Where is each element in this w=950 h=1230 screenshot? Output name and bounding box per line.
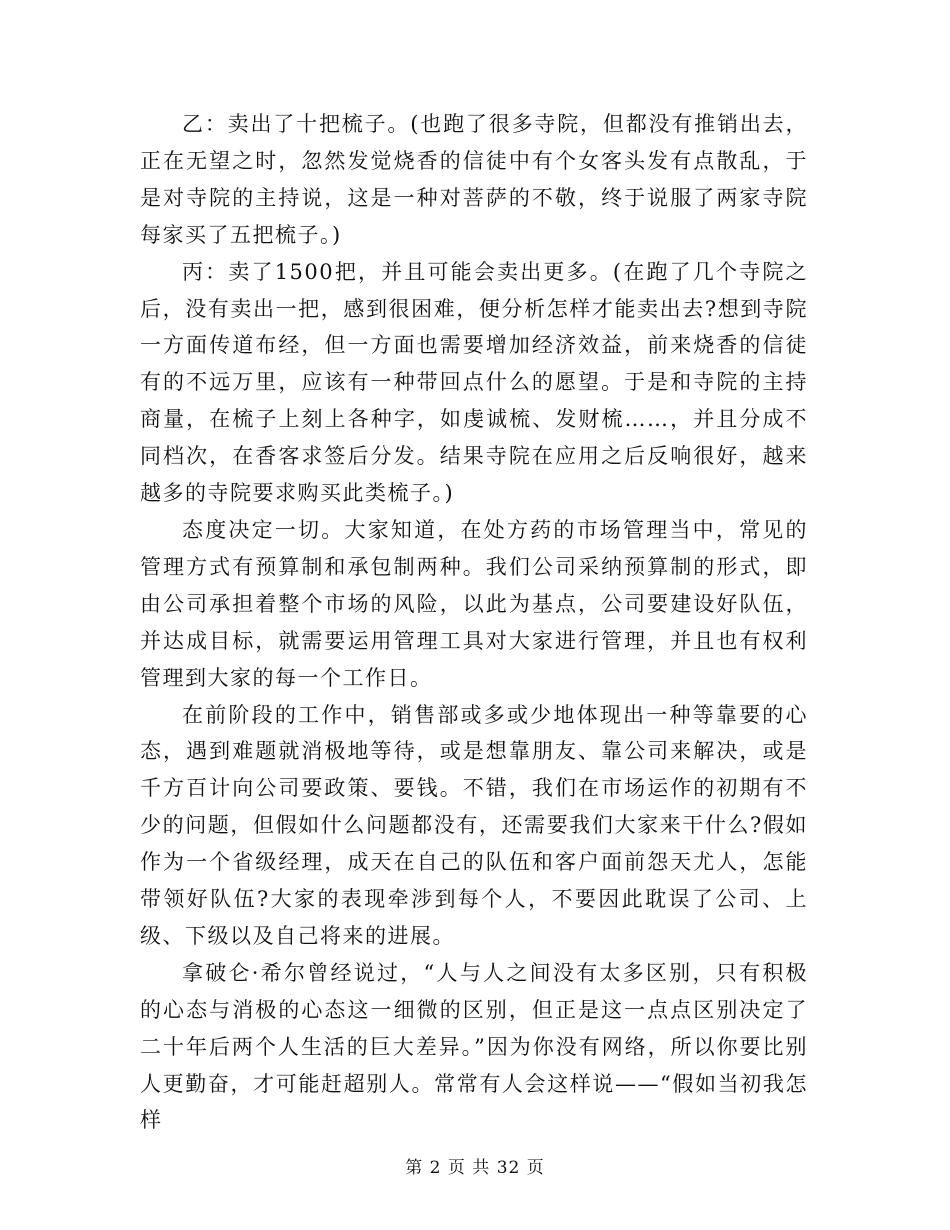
page-footer: 第 2 页 共 32 页 bbox=[405, 1158, 545, 1178]
paragraph-2: 丙：卖了1500把，并且可能会卖出更多。(在跑了几个寺院之后，没有卖出一把，感到很困难，便分析怎样才能卖出去?想到寺院一方面传道布经，但一方面也需要增加经济效益，前来烧香的信徒有的不远万里，应该有一种带回点什么的愿望。于是和寺院的主持商量，在梳子上刻上各种字，如虔诚梳、发财梳……，并且分成不同档次，在香客求签后分发。结果寺院在应用之后反响很好，越来越多的寺院要求购买此类梳子。) bbox=[140, 259, 808, 506]
paragraph-1: 乙：卖出了十把梳子。(也跑了很多寺院，但都没有推销出去，正在无望之时，忽然发觉烧香的信徒中有个女客头发有点散乱，于是对寺院的主持说，这是一种对菩萨的不敬，终于说服了两家寺院每家买了五把梳子。) bbox=[140, 112, 808, 247]
paragraph-3: 态度决定一切。大家知道，在处方药的市场管理当中，常见的管理方式有预算制和承包制两种。我们公司采纳预算制的形式，即由公司承担着整个市场的风险，以此为基点，公司要建设好队伍，并达成目标，就需要运用管理工具对大家进行管理，并且也有权利管理到大家的每一个工作日。 bbox=[140, 517, 808, 690]
document-body bbox=[140, 106, 808, 1139]
paragraph-5: 拿破仑·希尔曾经说过，“人与人之间没有太多区别，只有积极的心态与消极的心态这一细微的区别，但正是这一点点区别决定了二十年后两个人生活的巨大差异。”因为你没有网络，所以你要比别人更勤奋，才可能赶超别人。常常有人会这样说——“假如当初我怎样 bbox=[140, 960, 808, 1133]
paragraph-4: 在前阶段的工作中，销售部或多或少地体现出一种等靠要的心态，遇到难题就消极地等待，或是想靠朋友、靠公司来解决，或是千方百计向公司要政策、要钱。不错，我们在市场运作的初期有不少的问题，但假如什么问题都没有，还需要我们大家来干什么?假如作为一个省级经理，成天在自己的队伍和客户面前怨天尤人，怎能带领好队伍?大家的表现牵涉到每个人，不要因此耽误了公司、上级、下级以及自己将来的进展。 bbox=[140, 702, 808, 948]
